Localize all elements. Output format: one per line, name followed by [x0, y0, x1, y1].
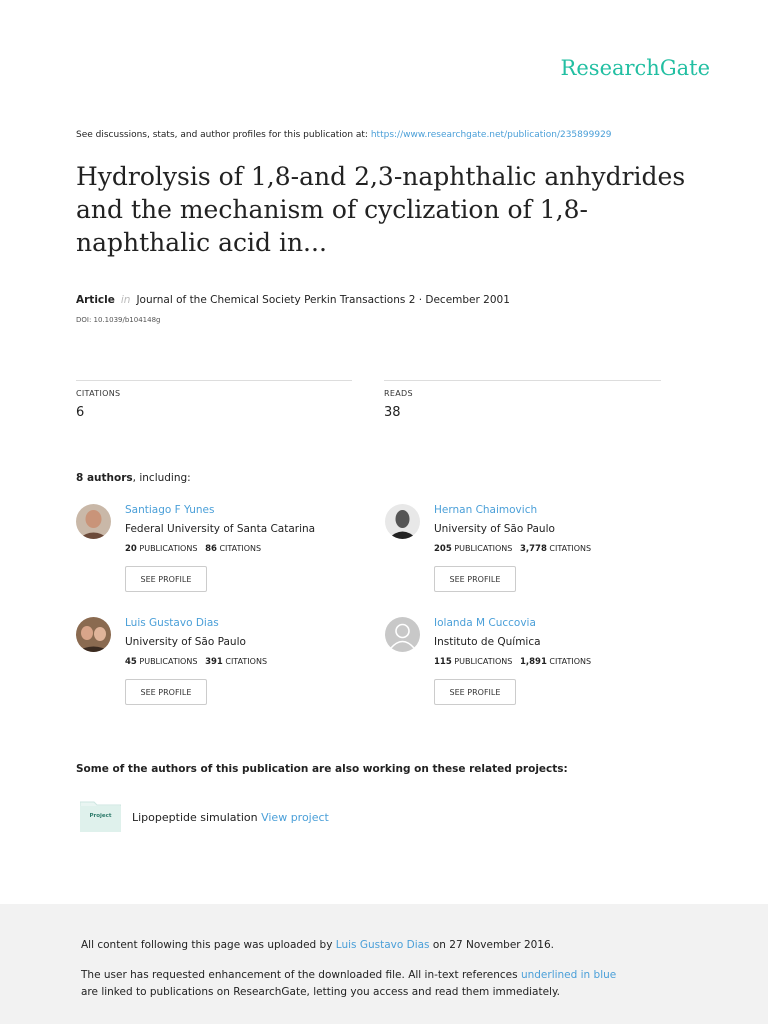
authors-heading: [76, 472, 191, 484]
authors-heading-rest: , including:: [132, 472, 191, 484]
see-profile-button[interactable]: SEE PROFILE: [125, 566, 207, 592]
citations-label: CITATIONS: [76, 389, 121, 398]
author-name[interactable]: Santiago F Yunes: [125, 504, 215, 516]
publication-url-link[interactable]: https://www.researchgate.net/publication/235899929: [370, 130, 612, 140]
reads-label: READS: [384, 389, 413, 398]
citations-divider: [76, 380, 352, 381]
enhancement-note: [81, 967, 616, 1001]
avatar[interactable]: [385, 504, 420, 539]
author-institution: Federal University of Santa Catarina: [125, 523, 316, 535]
publications-count: 45: [125, 657, 137, 667]
citations-label: CITATIONS: [219, 544, 262, 553]
author-stats: [125, 657, 267, 667]
title-line-1: Hydrolysis of 1,8-and 2,3-naphthalic anhydrides: [76, 162, 686, 191]
see-profile-button[interactable]: SEE PROFILE: [125, 679, 207, 705]
view-project-link[interactable]: View project: [261, 811, 329, 824]
projects-heading: Some of the authors of this publication are also working on these related projects:: [76, 763, 568, 775]
publications-label: PUBLICATIONS: [454, 544, 513, 553]
publications-count: 205: [434, 544, 452, 554]
upload-suffix: on 27 November 2016.: [432, 939, 555, 951]
publications-count: 115: [434, 657, 452, 667]
citations-count: 1,891: [519, 657, 547, 667]
citations-count: 3,778: [519, 544, 547, 554]
author-stats: [434, 544, 591, 554]
project-icon-label: Project: [89, 813, 112, 819]
author-name[interactable]: Luis Gustavo Dias: [125, 617, 219, 629]
upload-prefix: All content following this page was uploaded by: [81, 939, 333, 951]
citations-value: 6: [76, 405, 85, 420]
project-folder-icon: [80, 800, 121, 832]
publication-meta: [76, 294, 510, 306]
author-card: [385, 504, 685, 594]
citations-label: CITATIONS: [549, 657, 592, 666]
upload-note: [81, 939, 554, 951]
project-name: Lipopeptide simulation: [132, 811, 258, 824]
title-line-2: and the mechanism of cyclization of 1,8-: [76, 195, 588, 224]
author-name[interactable]: Iolanda M Cuccovia: [434, 617, 536, 629]
doi: DOI: 10.1039/b104148g: [76, 316, 161, 324]
author-card: [76, 504, 376, 594]
publications-label: PUBLICATIONS: [454, 657, 513, 666]
note-prefix: The user has requested enhancement of the downloaded file. All in-text references: [81, 969, 518, 981]
publication-title: [76, 160, 716, 259]
uploader-link[interactable]: Luis Gustavo Dias: [335, 939, 430, 951]
author-card: [385, 617, 685, 707]
footer: [0, 904, 768, 1024]
author-stats: [434, 657, 591, 667]
project-item: [132, 811, 329, 824]
title-line-3: naphthalic acid in...: [76, 228, 327, 257]
citations-label: CITATIONS: [549, 544, 592, 553]
publications-count: 20: [125, 544, 137, 554]
publications-label: PUBLICATIONS: [139, 544, 198, 553]
researchgate-logo[interactable]: ResearchGate: [560, 56, 710, 80]
avatar[interactable]: [76, 504, 111, 539]
author-institution: University of São Paulo: [125, 636, 246, 648]
author-card: [76, 617, 376, 707]
author-name[interactable]: Hernan Chaimovich: [434, 504, 538, 516]
discussion-line: [76, 130, 612, 140]
see-profile-button[interactable]: SEE PROFILE: [434, 566, 516, 592]
default-avatar-icon[interactable]: [385, 617, 420, 652]
author-institution: University of São Paulo: [434, 523, 555, 535]
reads-divider: [384, 380, 661, 381]
authors-count: 8 authors: [76, 472, 133, 484]
citations-label: CITATIONS: [225, 657, 268, 666]
avatar[interactable]: [76, 617, 111, 652]
see-profile-button[interactable]: SEE PROFILE: [434, 679, 516, 705]
publication-type: Article: [76, 294, 115, 306]
note-line-2: are linked to publications on ResearchGate, letting you access and read them immediately.: [81, 986, 561, 998]
citations-count: 391: [205, 657, 223, 667]
reads-value: 38: [384, 405, 401, 420]
journal-info: Journal of the Chemical Society Perkin Transactions 2 · December 2001: [136, 294, 510, 306]
discussion-prefix: See discussions, stats, and author profiles for this publication at:: [76, 130, 368, 140]
in-label: in: [120, 294, 131, 306]
author-stats: [125, 544, 261, 554]
citations-count: 86: [205, 544, 217, 554]
publications-label: PUBLICATIONS: [139, 657, 198, 666]
author-institution: Instituto de Química: [434, 636, 541, 648]
underlined-link[interactable]: underlined in blue: [520, 969, 617, 981]
